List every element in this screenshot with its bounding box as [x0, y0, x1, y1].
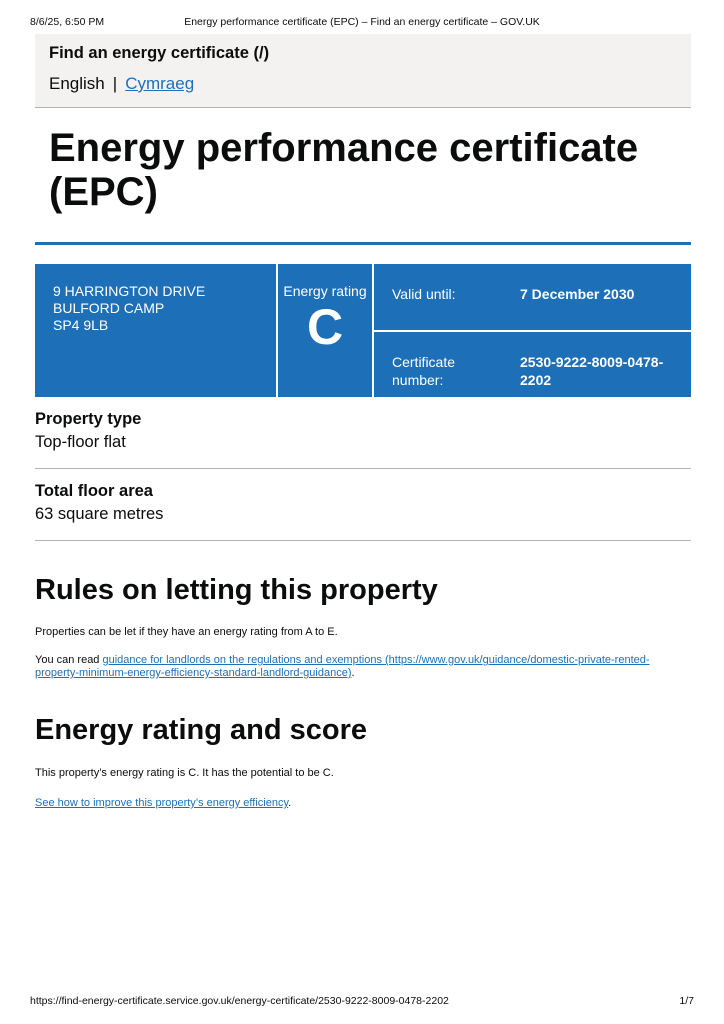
improve-efficiency-link[interactable]: See how to improve this property’s energy efficiency	[35, 797, 289, 809]
print-footer-url: https://find-energy-certificate.service.gov.uk/energy-certificate/2530-9222-8009-0478-2202	[30, 995, 449, 1007]
lang-english: English	[49, 74, 105, 93]
certificate-number-label: Certificate number:	[392, 354, 456, 388]
print-page-number: 1/7	[679, 995, 694, 1007]
valid-until-row	[374, 264, 691, 330]
service-name-link[interactable]	[49, 44, 269, 63]
service-link-url: (/)	[253, 44, 270, 62]
floor-area-value: 63 square metres	[35, 505, 164, 523]
certificate-number-value: 2530-9222-8009-0478-2202	[520, 354, 664, 388]
property-type-row	[35, 410, 691, 469]
floor-area-label: Total floor area	[35, 482, 153, 500]
epc-summary-panel	[35, 264, 691, 397]
energy-rating-letter: C	[306, 299, 344, 355]
guidance-prefix: You can read	[35, 654, 103, 666]
print-datetime: 8/6/25, 6:50 PM	[30, 16, 105, 28]
guidance-suffix: .	[351, 667, 355, 679]
print-page-title: Energy performance certificate (EPC) – Find an energy certificate – GOV.UK	[184, 16, 540, 28]
service-name[interactable]: Find an energy certificate	[49, 44, 249, 62]
letting-heading: Rules on letting this property	[35, 574, 438, 606]
property-type-label: Property type	[35, 410, 142, 428]
floor-area-row	[35, 482, 691, 541]
valid-until-value: 7 December 2030	[520, 286, 635, 302]
print-header	[0, 16, 724, 32]
title-divider	[35, 242, 691, 245]
language-switcher	[49, 74, 194, 94]
improve-suffix: .	[288, 797, 292, 809]
page-title: Energy performance certificate (EPC)	[49, 126, 639, 214]
address-line: 9 HARRINGTON DRIVE	[53, 283, 206, 299]
energy-rating-heading: Energy rating and score	[35, 714, 367, 746]
address-line: BULFORD CAMP	[53, 300, 165, 316]
certificate-number-row	[374, 332, 691, 397]
energy-rating-label: Energy rating	[283, 283, 367, 299]
energy-rating-text: This property’s energy rating is C. It has the potential to be C.	[35, 767, 334, 779]
letting-guidance-text	[35, 654, 675, 680]
property-address	[35, 264, 276, 397]
service-header	[35, 34, 691, 108]
property-type-value: Top-floor flat	[35, 433, 126, 451]
energy-rating-box	[278, 264, 372, 397]
lang-separator: |	[112, 74, 118, 93]
letting-rule-text: Properties can be let if they have an energy rating from A to E.	[35, 626, 338, 638]
lang-cymraeg-link[interactable]: Cymraeg	[125, 74, 195, 93]
landlord-guidance-link[interactable]: guidance for landlords on the regulations and exemptions (https://www.gov.uk/guidance/domestic-private-rented-property-minimum-energy-efficiency-standard-landlord-guidance)	[35, 654, 650, 679]
improve-efficiency-paragraph	[35, 797, 675, 810]
address-line: SP4 9LB	[53, 317, 109, 333]
valid-until-label: Valid until:	[392, 286, 456, 302]
